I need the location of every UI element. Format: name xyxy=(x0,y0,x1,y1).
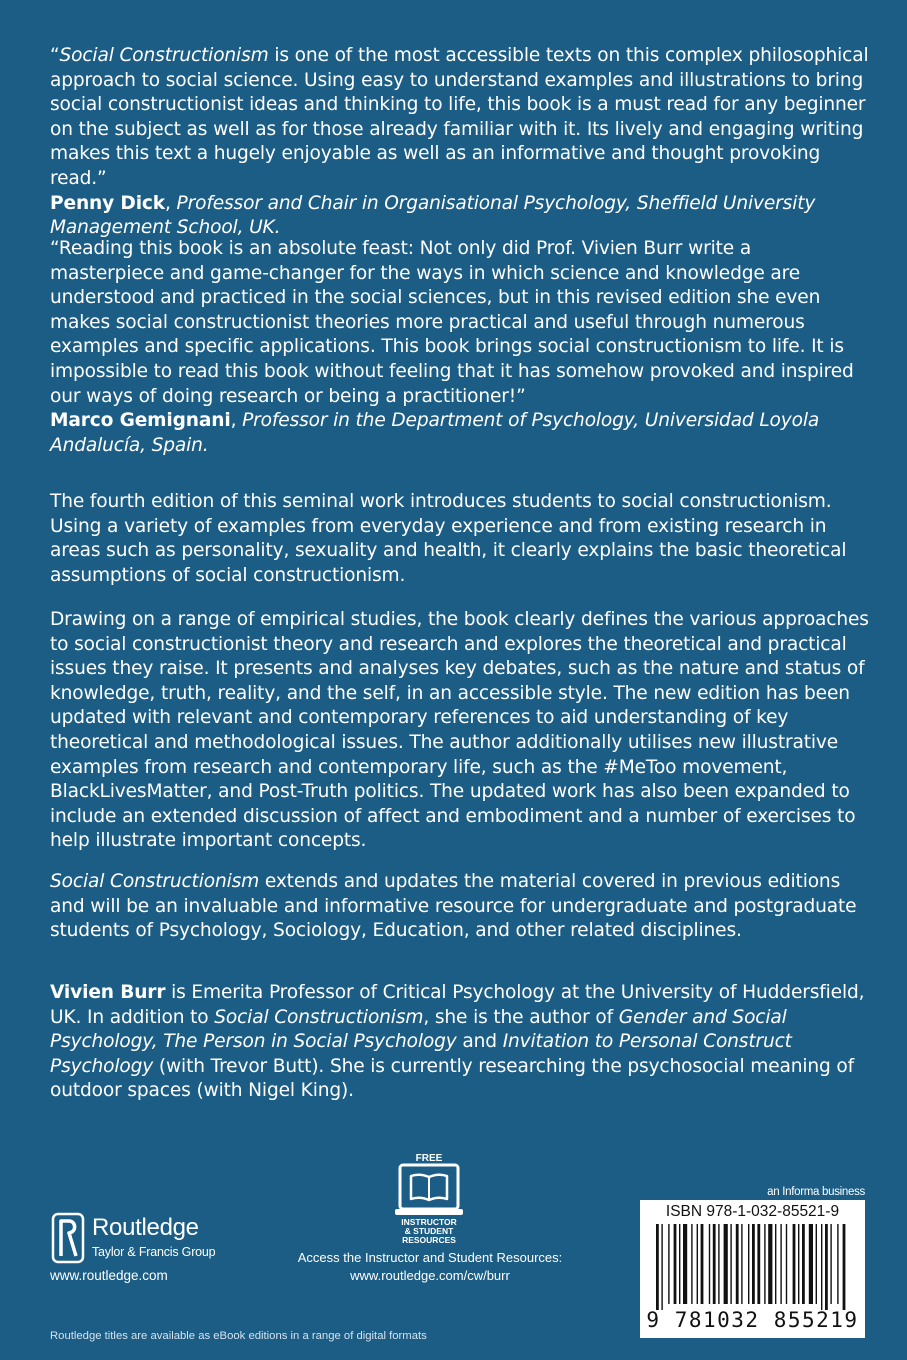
badge-line-1: INSTRUCTOR xyxy=(401,1217,457,1227)
barcode-bar xyxy=(837,1224,838,1304)
bio-book-title: Social Constructionism xyxy=(214,1006,424,1028)
barcode-bar xyxy=(752,1224,755,1304)
quote-author: Penny Dick xyxy=(50,192,166,214)
quote-affiliation: Professor and Chair in Organisational Psychology, Sheffield University Management School, UK. xyxy=(50,192,816,239)
barcode-bar xyxy=(674,1224,677,1304)
barcode-bar xyxy=(701,1224,704,1304)
barcode-bar xyxy=(798,1224,799,1304)
barcode-bar xyxy=(775,1224,776,1304)
isbn-barcode-box xyxy=(640,1200,865,1338)
badge-free-label: FREE xyxy=(415,1153,443,1164)
barcode-bar xyxy=(668,1224,669,1304)
barcode-bar xyxy=(843,1224,846,1310)
endorsement-quote-2: “Reading this book is an absolute feast: Not only did Prof. Vivien Burr write a masterpiece and game-changer for the ways in which science and knowledge are understood and practiced in the social sciences, but in this revised edition she even makes social constructionist theories more practical and useful through numerous examples and specific applications. This book brings social constructionism to life. It is impossible to read this book without feeling that it has somehow provoked and inspired our ways of doing research or being a practitioner!” Marco Gemignani, Professor in the Department of Psychology, Universidad Loyola Andalucía, Spain. xyxy=(50,238,854,456)
barcode-bar xyxy=(736,1224,739,1304)
barcode-bar xyxy=(780,1224,781,1304)
description-paragraph-3 xyxy=(50,870,870,944)
barcode-icon xyxy=(646,1224,859,1310)
barcode-bar xyxy=(741,1224,742,1304)
resources-url[interactable]: www.routledge.com/cw/burr xyxy=(350,1268,510,1283)
informa-business-label: an Informa business xyxy=(767,1186,865,1198)
resources-access-text: Access the Instructor and Student Resources: xyxy=(297,1250,563,1265)
quote-affiliation: Professor in the Department of Psychology, Universidad Loyola Andalucía, Spain. xyxy=(50,410,820,456)
barcode-bar xyxy=(764,1224,765,1304)
routledge-logo-icon xyxy=(50,1212,86,1264)
barcode-bar xyxy=(748,1224,749,1304)
barcode-bar xyxy=(679,1224,680,1304)
barcode-bar xyxy=(713,1224,716,1304)
author-bio xyxy=(50,981,870,1104)
quote-author: Marco Gemignani xyxy=(50,410,231,432)
bio-text: and xyxy=(456,1031,503,1053)
badge-line-3: RESOURCES xyxy=(402,1235,456,1245)
barcode-bar xyxy=(697,1224,698,1304)
author-name: Vivien Burr xyxy=(50,982,166,1003)
barcode-bar xyxy=(757,1224,760,1304)
barcode-bar xyxy=(809,1224,813,1304)
barcode-bar xyxy=(656,1224,659,1310)
bio-text: is Emerita Professor of Critical Psychology at the University of Huddersfield, UK. In addition to xyxy=(50,982,865,1028)
bio-book-title: Gender and Social Psychology, The Person in Social Psychology xyxy=(50,1006,787,1053)
bio-text: , she is the author of xyxy=(423,1006,619,1028)
quote-text: is one of the most accessible texts on this complex philosophical approach to social science. Using easy to understand examples and illustrations to bring social constructionist ideas and thinking to life, this book is a must read for any beginner on the subject as well as for those already familiar with it. Its lively and engaging writing makes this text a hugely enjoyable as well as an informative and thought provoking read.” xyxy=(50,45,869,189)
barcode-bar xyxy=(825,1224,828,1310)
badge-line-2: & STUDENT xyxy=(404,1226,454,1236)
free-resources-badge-icon xyxy=(391,1150,467,1246)
barcode-bar xyxy=(768,1224,772,1304)
barcode-bar xyxy=(730,1224,731,1304)
description-text: extends and updates the material covered in previous editions and will be an invaluable and informative resource for undergraduate and postgraduate students of Psychology, Sociology, Education, and other related disciplines. xyxy=(50,871,857,942)
barcode-bar xyxy=(802,1224,805,1304)
description-text: Drawing on a range of empirical studies, the book clearly defines the various approaches to social constructionist theory and research and explores the theoretical and practical issues they raise. It presents and analyses key debates, such as the nature and status of knowledge, truth, reality, and the self, in an accessible style. The new edition has been updated with relevant and contemporary references to aid understanding of key theoretical and methodological issues. The author additionally utilises new illustrative examples from research and contemporary life, such as the #MeToo movement, BlackLivesMatter, and Post-Truth politics. The updated work has also been expanded to include an extended discussion of affect and embodiment and a number of exercises to help illustrate important concepts. xyxy=(50,609,869,852)
barcode-bar xyxy=(816,1224,817,1304)
publisher-url[interactable]: www.routledge.com xyxy=(50,1268,168,1283)
description-paragraph-2 xyxy=(50,608,870,854)
barcode-bar xyxy=(786,1224,787,1304)
barcode-bar xyxy=(821,1224,822,1310)
book-title: Social Constructionism xyxy=(50,871,260,892)
barcode-bar xyxy=(661,1224,662,1310)
description-text: The fourth edition of this seminal work introduces students to social constructionism. Using a variety of examples from everyday experience and from existing research in areas such as personality, sexuality and health, it clearly explains the basic theoretical assumptions of social constructionism. xyxy=(50,491,847,586)
book-title: Social Constructionism xyxy=(59,45,269,66)
publisher-name: Routledge xyxy=(92,1214,199,1241)
endorsement-quote-1: “Social Constructionism is one of the most accessible texts on this complex philosophical approach to social science. Using easy to understand examples and illustrations to bring social constructionist ideas and thinking to life, this book is a must read for any beginner on the subject as well as for those already familiar with it. Its lively and engaging writing makes this text a hugely enjoyable as well as an informative and thought provoking read.” Penny Dick, Professor and Chair in Organisational Psychology, Sheffield University Management School, UK. xyxy=(50,45,869,239)
barcode-bar xyxy=(718,1224,719,1304)
barcode-bar xyxy=(683,1224,687,1304)
barcode-bar xyxy=(830,1224,831,1304)
quote-text: “Reading this book is an absolute feast: Not only did Prof. Vivien Burr write a masterpiece and game-changer for the ways in which science and knowledge are understood and practiced in the social sciences, but in this revised edition she even makes social constructionist theories more practical and useful through numerous examples and specific applications. This book brings social constructionism to life. It is impossible to read this book without feeling that it has somehow provoked and inspired our ways of doing research or being a practitioner!” xyxy=(50,238,854,407)
description-paragraph-1 xyxy=(50,490,870,588)
barcode-bar xyxy=(724,1224,728,1304)
publisher-group: Taylor & Francis Group xyxy=(92,1245,216,1259)
barcode-bar xyxy=(793,1224,796,1304)
isbn-label: ISBN 978-1-032-85521-9 xyxy=(665,1203,840,1220)
bio-book-title: Invitation to Personal Construct Psychology xyxy=(50,1031,792,1077)
bio-text: (with Trevor Butt). She is currently researching the psychosocial meaning of outdoor spaces (with Nigel King). xyxy=(50,1055,855,1102)
barcode-bar xyxy=(691,1224,692,1304)
ebook-note: Routledge titles are available as eBook editions in a range of digital formats xyxy=(50,1330,427,1342)
barcode-bar xyxy=(709,1224,710,1304)
barcode-digits: 9 781032 855219 xyxy=(646,1308,859,1332)
